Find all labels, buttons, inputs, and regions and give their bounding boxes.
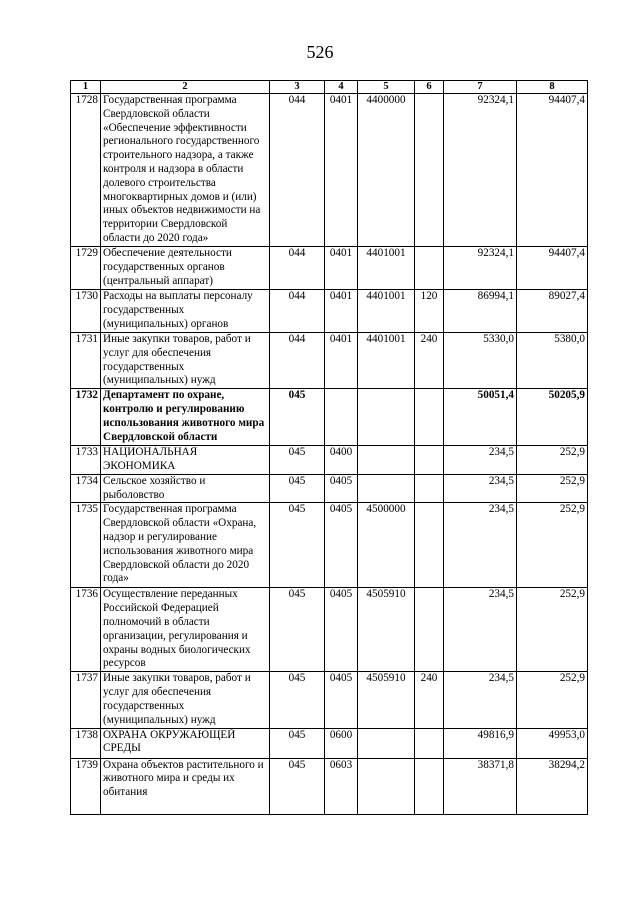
row-section-code: 0401 [325, 290, 358, 333]
row-number: 1738 [71, 728, 101, 758]
table-row [71, 389, 588, 446]
column-header: 8 [517, 81, 588, 94]
row-section-code: 0600 [325, 728, 358, 758]
row-amount-1: 86994,1 [444, 290, 517, 333]
row-amount-2: 38294,2 [517, 758, 588, 814]
row-expense-type [415, 758, 444, 814]
row-number: 1729 [71, 247, 101, 290]
row-section-code: 0603 [325, 758, 358, 814]
row-number: 1728 [71, 94, 101, 247]
row-amount-1: 5330,0 [444, 333, 517, 389]
row-amount-1: 234,5 [444, 503, 517, 588]
column-header: 7 [444, 81, 517, 94]
row-target-code [358, 389, 415, 446]
row-amount-1: 49816,9 [444, 728, 517, 758]
page-number: 526 [306, 42, 334, 62]
row-amount-1: 38371,8 [444, 758, 517, 814]
column-header: 6 [415, 81, 444, 94]
table-row [71, 333, 588, 389]
column-header: 2 [101, 81, 270, 94]
column-header: 5 [358, 81, 415, 94]
row-target-code: 4400000 [358, 94, 415, 247]
row-number: 1732 [71, 389, 101, 446]
row-expense-type: 120 [415, 290, 444, 333]
row-admin-code: 045 [270, 588, 325, 672]
column-header: 4 [325, 81, 358, 94]
row-expense-type: 240 [415, 333, 444, 389]
row-amount-2: 50205,9 [517, 389, 588, 446]
row-amount-2: 89027,4 [517, 290, 588, 333]
row-name: Иные закупки товаров, работ и услуг для обеспечения государственных (муниципальных) нужд [101, 333, 270, 389]
row-target-code: 4401001 [358, 247, 415, 290]
row-name: Департамент по охране, контролю и регулированию использования животного мира Свердловской области [101, 389, 270, 446]
row-target-code: 4401001 [358, 333, 415, 389]
row-expense-type [415, 389, 444, 446]
row-section-code: 0405 [325, 588, 358, 672]
row-section-code [325, 389, 358, 446]
row-name: Государственная программа Свердловской области «Обеспечение эффективности регионального государственного строительного надзора, а также контроля и надзора в области долевого строительства многоквартирных домов и (или) иных объектов недвижимости на территории Свердловской области до 2020 года» [101, 94, 270, 247]
row-expense-type [415, 474, 444, 503]
row-amount-1: 234,5 [444, 588, 517, 672]
row-amount-2: 252,9 [517, 588, 588, 672]
row-name: Сельское хозяйство и рыболовство [101, 474, 270, 503]
row-number: 1733 [71, 446, 101, 475]
row-name: Охрана объектов растительного и животного мира и среды их обитания [101, 758, 270, 814]
row-name: Обеспечение деятельности государственных органов (центральный аппарат) [101, 247, 270, 290]
table-header-row [71, 81, 588, 94]
row-expense-type [415, 588, 444, 672]
row-number: 1736 [71, 588, 101, 672]
row-expense-type [415, 247, 444, 290]
row-amount-1: 92324,1 [444, 94, 517, 247]
row-target-code [358, 474, 415, 503]
row-number: 1737 [71, 672, 101, 728]
row-name: Расходы на выплаты персоналу государственных (муниципальных) органов [101, 290, 270, 333]
row-expense-type: 240 [415, 672, 444, 728]
row-amount-2: 252,9 [517, 672, 588, 728]
row-admin-code: 044 [270, 290, 325, 333]
row-admin-code: 044 [270, 247, 325, 290]
row-name: НАЦИОНАЛЬНАЯ ЭКОНОМИКА [101, 446, 270, 475]
row-amount-2: 252,9 [517, 474, 588, 503]
table-row [71, 728, 588, 758]
row-target-code [358, 758, 415, 814]
row-amount-1: 234,5 [444, 672, 517, 728]
column-header: 1 [71, 81, 101, 94]
row-number: 1730 [71, 290, 101, 333]
row-name: Иные закупки товаров, работ и услуг для обеспечения государственных (муниципальных) нужд [101, 672, 270, 728]
column-header: 3 [270, 81, 325, 94]
row-amount-2: 94407,4 [517, 94, 588, 247]
row-admin-code: 045 [270, 672, 325, 728]
budget-table [70, 80, 588, 815]
table-row [71, 588, 588, 672]
row-amount-2: 252,9 [517, 503, 588, 588]
row-number: 1739 [71, 758, 101, 814]
row-number: 1731 [71, 333, 101, 389]
row-target-code: 4401001 [358, 290, 415, 333]
table-row [71, 474, 588, 503]
row-amount-1: 234,5 [444, 446, 517, 475]
row-section-code: 0401 [325, 333, 358, 389]
row-section-code: 0401 [325, 247, 358, 290]
row-amount-1: 50051,4 [444, 389, 517, 446]
row-admin-code: 045 [270, 389, 325, 446]
row-admin-code: 045 [270, 758, 325, 814]
row-expense-type [415, 446, 444, 475]
row-target-code [358, 728, 415, 758]
row-amount-2: 49953,0 [517, 728, 588, 758]
row-expense-type [415, 94, 444, 247]
row-target-code: 4505910 [358, 672, 415, 728]
row-admin-code: 045 [270, 728, 325, 758]
row-number: 1734 [71, 474, 101, 503]
row-section-code: 0405 [325, 503, 358, 588]
row-name: Осуществление переданных Российской Федерацией полномочий в области организации, регулирования и охраны водных биологических ресурсов [101, 588, 270, 672]
row-amount-2: 94407,4 [517, 247, 588, 290]
row-target-code [358, 446, 415, 475]
row-section-code: 0405 [325, 474, 358, 503]
table-row [71, 247, 588, 290]
table-row [71, 94, 588, 247]
row-admin-code: 045 [270, 446, 325, 475]
row-admin-code: 045 [270, 503, 325, 588]
row-name: Государственная программа Свердловской области «Охрана, надзор и регулирование использования животного мира Свердловской области до 2020 года» [101, 503, 270, 588]
row-amount-1: 92324,1 [444, 247, 517, 290]
row-admin-code: 044 [270, 333, 325, 389]
row-target-code: 4505910 [358, 588, 415, 672]
table-row [71, 446, 588, 475]
row-amount-2: 5380,0 [517, 333, 588, 389]
row-section-code: 0400 [325, 446, 358, 475]
row-expense-type [415, 728, 444, 758]
table-row [71, 290, 588, 333]
row-amount-1: 234,5 [444, 474, 517, 503]
row-section-code: 0401 [325, 94, 358, 247]
row-amount-2: 252,9 [517, 446, 588, 475]
row-admin-code: 044 [270, 94, 325, 247]
table-row [71, 758, 588, 814]
row-section-code: 0405 [325, 672, 358, 728]
row-expense-type [415, 503, 444, 588]
row-target-code: 4500000 [358, 503, 415, 588]
row-admin-code: 045 [270, 474, 325, 503]
row-number: 1735 [71, 503, 101, 588]
table-row [71, 503, 588, 588]
row-name: ОХРАНА ОКРУЖАЮЩЕЙ СРЕДЫ [101, 728, 270, 758]
table-row [71, 672, 588, 728]
